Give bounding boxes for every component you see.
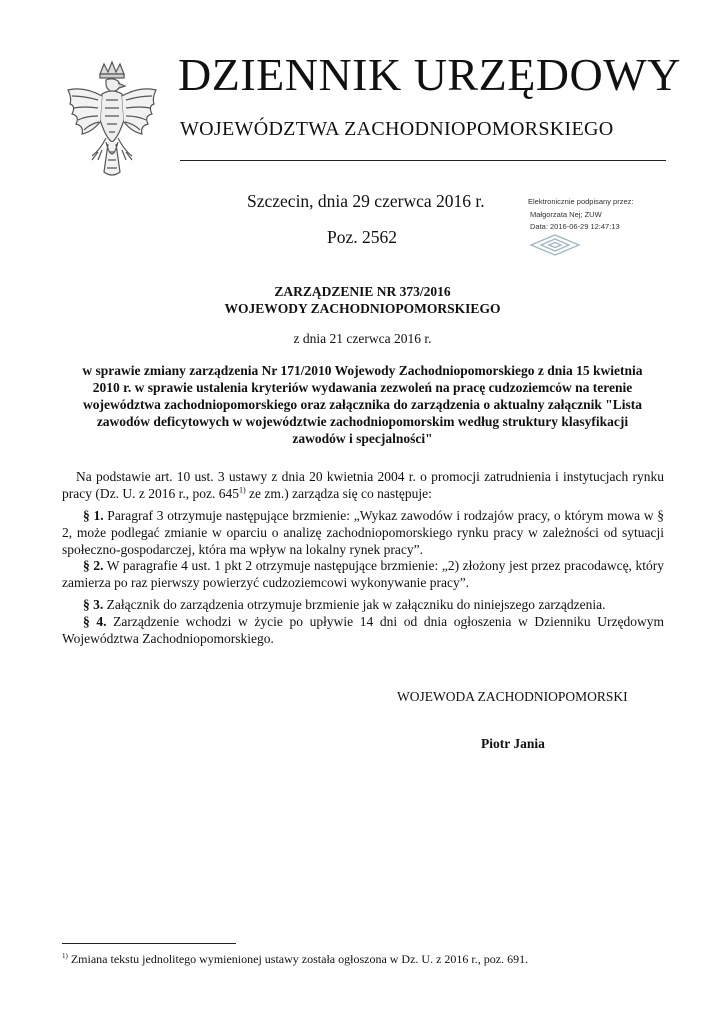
section-4-label: § 4.	[83, 614, 107, 629]
journal-subtitle: WOJEWÓDZTWA ZACHODNIOPOMORSKIEGO	[180, 118, 614, 140]
footnote-divider	[62, 943, 236, 944]
section-2-text: W paragrafie 4 ust. 1 pkt 2 otrzymuje następujące brzmienie: „2) złożony jest przez pracodawcę, który zamierza po raz pierwszy powierzyć cudzoziemcowi wykonywanie pracy”.	[62, 558, 665, 591]
act-subject: w sprawie zmiany zarządzenia Nr 171/2010 Wojewody Zachodniopomorskiego z dnia 15 kwietnia 2010 r. w sprawie ustalenia kryteriów wydawania zezwoleń na pracę cudzoziemców na terenie województwa zachodniopomorskiego oraz załącznika do zarządzenia o aktualny załącznik "Lista zawodów deficytowych w województwie zachodniopomorskim według struktury klasyfikacji zawodów i specjalności"	[82, 363, 643, 446]
signature-signer: Małgorzata Nej; ZUW	[530, 209, 602, 219]
act-date: z dnia 21 czerwca 2016 r.	[293, 331, 432, 346]
preamble	[62, 468, 664, 502]
preamble-text: Na podstawie art. 10 ust. 3 ustawy z dnia 20 kwietnia 2004 r. o promocji zatrudnienia i instytucjach rynku pracy (Dz. U. z 2016 r., poz. 645	[62, 469, 664, 502]
section-1-label: § 1.	[83, 508, 104, 523]
footnote-text: Zmiana tekstu jednolitego wymienionej ustawy została ogłoszona w Dz. U. z 2016 r., poz. 691.	[67, 952, 529, 966]
position-number: Poz. 2562	[327, 227, 397, 247]
signature-date: Data: 2016-06-29 12:47:13	[530, 222, 620, 231]
signature-stamp-icon	[527, 233, 583, 257]
journal-title: DZIENNIK URZĘDOWY	[178, 49, 681, 100]
publication-date: Szczecin, dnia 29 czerwca 2016 r.	[247, 191, 485, 211]
section-2-label: § 2.	[83, 558, 104, 573]
header-divider	[180, 160, 666, 161]
section-1-text: Paragraf 3 otrzymuje następujące brzmienie: „Wykaz zawodów i rodzajów pracy, o którym mowa w § 2, może podlegać zmianie w oparciu o analizę zachodniopomorskiego rynku pracy w zależności od sytuacji społeczno-gospodarczej, która ma wpływ na lokalny rynek pracy”.	[62, 508, 664, 558]
footnote	[62, 952, 528, 967]
act-title: ZARZĄDZENIE NR 373/2016	[274, 284, 451, 299]
section-4	[62, 613, 664, 647]
section-4-text: Zarządzenie wchodzi w życie po upływie 14 dni od dnia ogłoszenia w Dzienniku Urzędowym Województwa Zachodniopomorskiego.	[62, 614, 664, 647]
signature-caption: Elektronicznie podpisany przez:	[528, 197, 634, 206]
section-3	[62, 596, 664, 613]
section-3-label: § 3.	[83, 597, 104, 612]
section-2	[62, 557, 664, 591]
section-3-text: Załącznik do zarządzenia otrzymuje brzmienie jak w załączniku do niniejszego zarządzenia.	[103, 597, 606, 612]
section-1	[62, 507, 664, 559]
footnote-ref: 1)	[238, 485, 246, 495]
electronic-signature	[528, 196, 633, 234]
footnote-marker: 1)	[62, 952, 68, 960]
signoff-office: WOJEWODA ZACHODNIOPOMORSKI	[397, 689, 628, 704]
signoff-name: Piotr Jania	[481, 736, 545, 751]
act-issuer: WOJEWODY ZACHODNIOPOMORSKIEGO	[224, 301, 501, 316]
preamble-text-end: ze zm.) zarządza się co następuje:	[245, 486, 432, 502]
polish-eagle-icon	[62, 60, 162, 182]
